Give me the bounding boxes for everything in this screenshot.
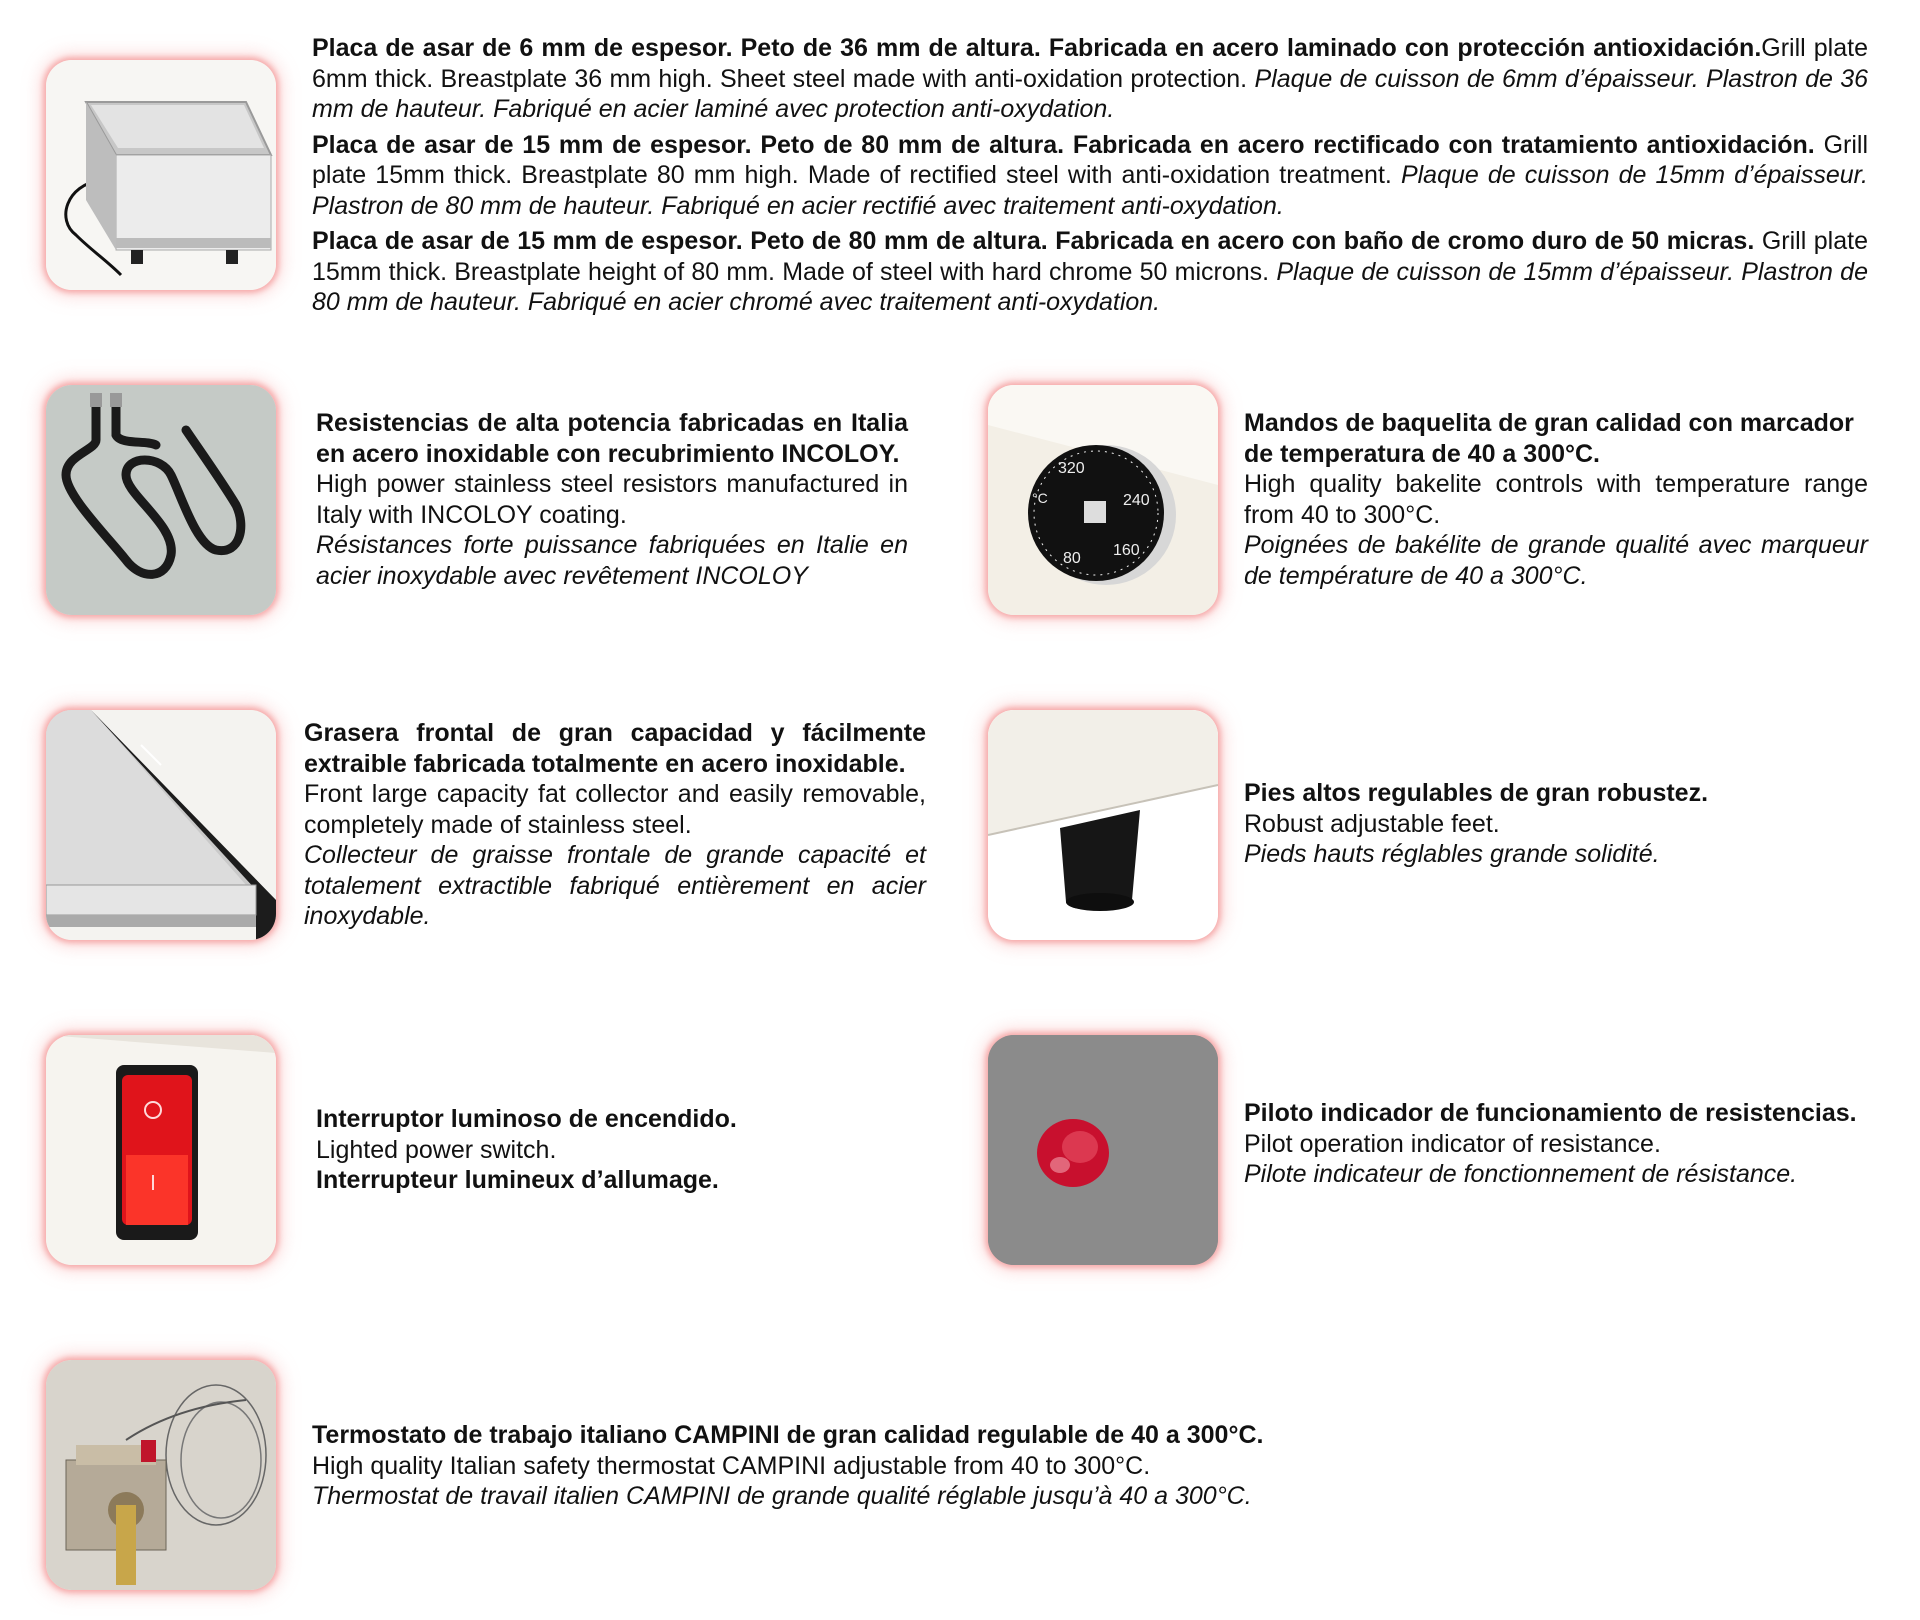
controls-es: Mandos de baquelita de gran calidad con marcador de temperatura de 40 a 300°C. (1244, 409, 1854, 468)
griddle-es-2: Placa de asar de 15 mm de espesor. Peto de 80 mm de altura. Fabricada en acero rectificado con tratamiento antioxidación. (312, 130, 1815, 159)
resistors-image (46, 385, 276, 615)
griddle-es-3: Placa de asar de 15 mm de espesor. Peto de 80 mm de altura. Fabricada en acero con baño de cromo duro de 50 micras. (312, 227, 1755, 255)
thermostat-image (46, 1360, 276, 1590)
griddle-fr-1: Plaque de cuisson de 6mm d’épaisseur. Plastron de 36 mm de hauteur. Fabriqué en acier laminé avec protection anti-oxydation. (312, 64, 1869, 123)
switch-image (46, 1035, 276, 1265)
thermostat-en: High quality Italian safety thermostat CAMPINI adjustable from 40 to 300°C. (312, 1451, 1151, 1480)
griddle-image (46, 60, 276, 290)
pilot-en: Pilot operation indicator of resistance. (1244, 1129, 1661, 1158)
controls-image (988, 385, 1218, 615)
feet-en: Robust adjustable feet. (1244, 809, 1500, 838)
switch-fr: Interrupteur lumineux d’allumage. (316, 1166, 719, 1194)
griddle-en-3: Grill plate 15mm thick. Breastplate height of 80 mm. Made of steel with hard chrome 50 microns. (312, 227, 1868, 286)
switch-description (316, 1104, 916, 1196)
dial-label-320: 320 (1058, 460, 1085, 477)
thermostat-description (312, 1420, 1812, 1512)
dial-label-240: 240 (1123, 492, 1150, 509)
pilot-description (1244, 1098, 1868, 1190)
fat-collector-description (304, 718, 926, 932)
controls-description (1244, 408, 1868, 591)
griddle-description (312, 33, 1868, 318)
fat-collector-en: Front large capacity fat collector and easily removable, completely made of stainless steel. (304, 780, 926, 839)
dial-label-160: 160 (1113, 542, 1140, 559)
fat-collector-es: Grasera frontal de gran capacidad y fácilmente extraible fabricada totalmente en acero inoxidable. (304, 719, 926, 778)
resistors-description (316, 408, 908, 591)
fat-collector-icon (46, 710, 276, 940)
heating-element-icon (46, 385, 276, 615)
pilot-fr: Pilote indicateur de fonctionnement de résistance. (1244, 1160, 1798, 1188)
feet-es: Pies altos regulables de gran robustez. (1244, 779, 1709, 807)
griddle-es-1: Placa de asar de 6 mm de espesor. Peto de 36 mm de altura. Fabricada en acero laminado con protección antioxidación. (312, 34, 1762, 62)
switch-en: Lighted power switch. (316, 1135, 557, 1164)
dial-label-celsius: °C (1032, 490, 1048, 506)
fat-collector-image (46, 710, 276, 940)
thermostat-fr: Thermostat de travail italien CAMPINI de grande qualité réglable jusqu’à 40 a 300°C. (312, 1482, 1252, 1510)
power-switch-icon (46, 1035, 276, 1265)
thermostat-es: Termostato de trabajo italiano CAMPINI de gran calidad regulable de 40 a 300°C. (312, 1421, 1264, 1449)
controls-fr: Poignées de bakélite de grande qualité avec marqueur de température de 40 a 300°C. (1244, 531, 1868, 590)
feet-image (988, 710, 1218, 940)
adjustable-foot-icon (988, 710, 1218, 940)
griddle-en-2: Grill plate 15mm thick. Breastplate 80 mm high. Made of rectified steel with anti-oxidation treatment. (312, 130, 1868, 189)
griddle-en-1: Grill plate 6mm thick. Breastplate 36 mm high. Sheet steel made with anti-oxidation protection. (312, 34, 1868, 93)
pilot-es: Piloto indicador de funcionamiento de resistencias. (1244, 1099, 1857, 1127)
resistors-es: Resistencias de alta potencia fabricadas en Italia en acero inoxidable con recubrimiento INCOLOY. (316, 409, 908, 468)
pilot-image (988, 1035, 1218, 1265)
fat-collector-fr: Collecteur de graisse frontale de grande capacité et totalement extractible fabriqué entièrement en acier inoxydable. (304, 841, 926, 930)
resistors-fr: Résistances forte puissance fabriquées en Italie en acier inoxydable avec revêtement INCOLOY (316, 531, 908, 590)
thermostat-icon (46, 1360, 276, 1590)
controls-en: High quality bakelite controls with temperature range from 40 to 300°C. (1244, 470, 1868, 529)
resistors-en: High power stainless steel resistors manufactured in Italy with INCOLOY coating. (316, 470, 908, 529)
pilot-light-icon (988, 1035, 1218, 1265)
temperature-dial-icon (988, 385, 1218, 615)
switch-es: Interruptor luminoso de encendido. (316, 1105, 737, 1133)
dial-label-80: 80 (1063, 550, 1081, 567)
feet-fr: Pieds hauts réglables grande solidité. (1244, 840, 1660, 868)
feet-description (1244, 778, 1868, 870)
griddle-icon (46, 60, 276, 290)
griddle-fr-2: Plaque de cuisson de 15mm d’épaisseur. Plastron de 80 mm de hauteur. Fabriqué en acier rectifié avec traitement anti-oxydation. (312, 161, 1868, 220)
griddle-fr-3: Plaque de cuisson de 15mm d’épaisseur. Plastron de 80 mm de hauteur. Fabriqué en acier chromé avec traitement anti-oxydation. (312, 257, 1868, 316)
